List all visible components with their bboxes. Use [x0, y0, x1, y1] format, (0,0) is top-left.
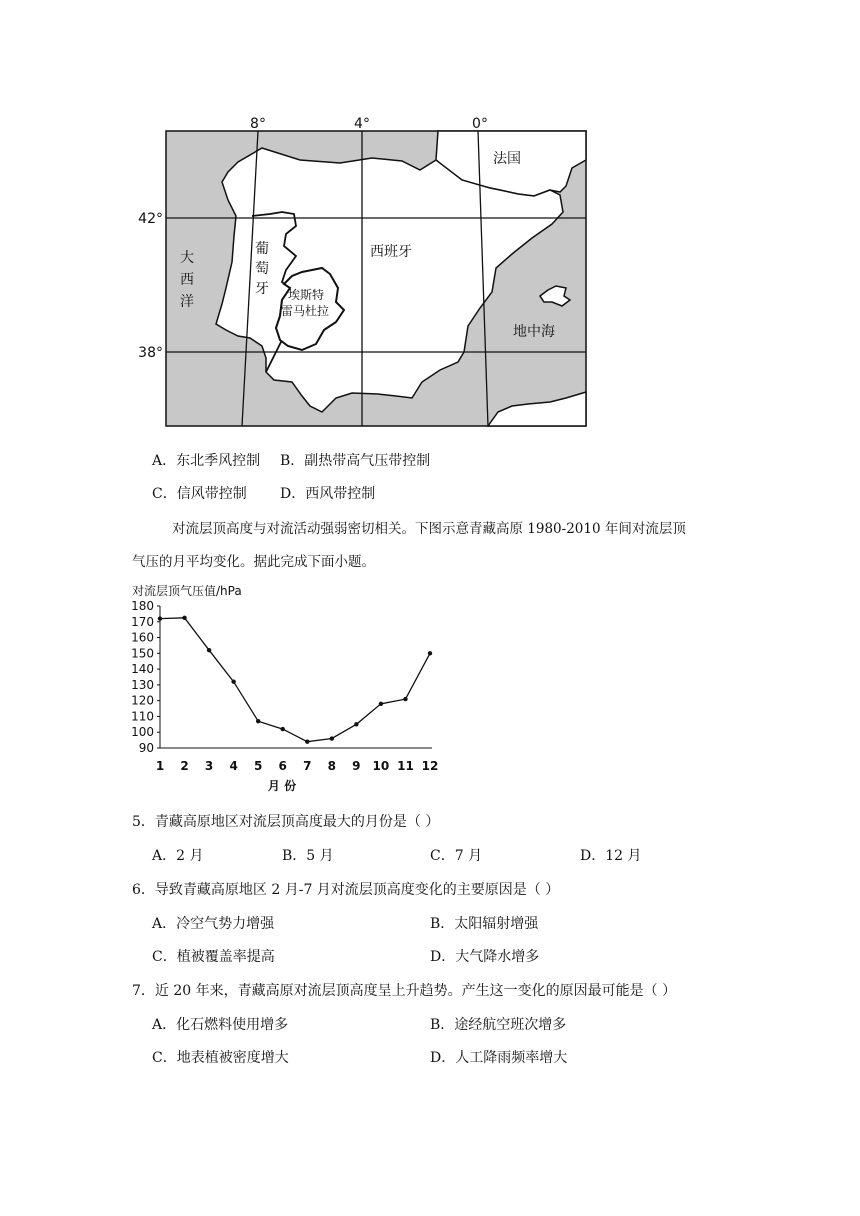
y-tick-label: 160 [131, 630, 154, 645]
lon-label-0: 0° [472, 116, 488, 132]
data-point [354, 722, 358, 726]
label-region-2: 雷马杜拉 [281, 304, 330, 318]
label-portugal-1: 葡 [255, 241, 269, 257]
label-france: 法国 [493, 151, 521, 167]
chart-xlabel: 月 份 [267, 779, 297, 793]
x-tick-label: 7 [303, 759, 312, 773]
lat-label-38: 38° [138, 345, 163, 361]
tropopause-pressure-chart [0, 578, 860, 800]
data-point [182, 616, 186, 620]
label-spain: 西班牙 [370, 244, 412, 260]
prev-option-b: B．副热带高气压带控制 [280, 453, 431, 469]
q6-option-c: C．植被覆盖率提高 [152, 949, 275, 965]
label-region-1: 埃斯特 [288, 288, 325, 302]
label-mediterranean: 地中海 [513, 324, 555, 340]
q6-option-b: B．太阳辐射增强 [430, 916, 539, 932]
x-tick-label: 11 [397, 759, 414, 773]
data-point [281, 727, 285, 731]
data-point [403, 697, 407, 701]
data-point [305, 739, 309, 743]
lat-label-42: 42° [138, 211, 163, 227]
y-tick-label: 170 [131, 614, 154, 629]
x-tick-label: 1 [155, 759, 165, 773]
q5-option-b: B．5 月 [282, 848, 334, 864]
x-tick-label: 5 [254, 759, 263, 773]
q5-option-d: D．12 月 [580, 848, 642, 864]
label-atlantic-2: 西 [180, 272, 194, 288]
data-point [231, 680, 235, 684]
x-tick-label: 8 [327, 759, 336, 773]
label-atlantic-1: 大 [180, 250, 194, 266]
q6-option-a: A．冷空气势力增强 [152, 916, 275, 932]
y-tick-label: 90 [138, 741, 154, 755]
x-tick-label: 12 [421, 759, 439, 773]
x-tick-label: 6 [278, 759, 287, 773]
chart-ylabel: 对流层顶气压值/hPa [132, 584, 242, 598]
y-tick-label: 110 [131, 709, 154, 724]
x-tick-label: 9 [352, 759, 361, 773]
data-point [207, 648, 211, 652]
prev-option-a: A．东北季风控制 [152, 453, 261, 469]
q5-stem: 5．青藏高原地区对流层顶高度最大的月份是（ ） [132, 814, 440, 830]
x-tick-label: 3 [204, 759, 214, 773]
data-point [256, 719, 260, 723]
q7-stem: 7．近 20 年来，青藏高原对流层顶高度呈上升趋势。产生这一变化的原因最可能是（ ） [132, 983, 677, 999]
intro-line-1: 对流层顶高度与对流活动强弱密切相关。下图示意青藏高原 1980-2010 年间对流层顶 [172, 521, 686, 537]
q6-option-d: D．大气降水增多 [430, 949, 540, 965]
y-tick-label: 180 [131, 599, 154, 613]
label-portugal-3: 牙 [255, 281, 269, 297]
label-atlantic-3: 洋 [180, 294, 194, 310]
q7-option-b: B．途经航空班次增多 [430, 1017, 567, 1033]
data-point [158, 616, 162, 620]
q6-stem: 6．导致青藏高原地区 2 月-7 月对流层顶高度变化的主要原因是（ ） [132, 882, 560, 898]
lon-label-8: 8° [250, 116, 266, 132]
lon-label-4: 4° [354, 116, 370, 132]
y-tick-label: 150 [131, 646, 154, 661]
q7-option-d: D．人工降雨频率增大 [430, 1050, 568, 1066]
q5-option-c: C．7 月 [430, 848, 483, 864]
q7-option-c: C．地表植被密度增大 [152, 1050, 289, 1066]
y-tick-label: 120 [131, 693, 154, 708]
q7-option-a: A．化石燃料使用增多 [152, 1017, 289, 1033]
data-point [330, 736, 334, 740]
series-line [160, 618, 430, 742]
intro-line-2: 气压的月平均变化。据此完成下面小题。 [132, 554, 375, 570]
data-point [379, 702, 383, 706]
data-point [428, 651, 432, 655]
label-portugal-2: 萄 [255, 261, 269, 277]
iberia-map [0, 0, 860, 440]
prev-option-d: D．西风带控制 [280, 486, 376, 502]
q5-option-a: A．2 月 [152, 848, 204, 864]
y-tick-label: 100 [131, 725, 154, 740]
prev-option-c: C．信风带控制 [152, 486, 247, 502]
y-tick-label: 140 [131, 662, 154, 677]
x-tick-label: 10 [372, 759, 390, 773]
x-tick-label: 4 [229, 759, 238, 773]
x-tick-label: 2 [180, 759, 189, 773]
y-tick-label: 130 [131, 677, 154, 692]
